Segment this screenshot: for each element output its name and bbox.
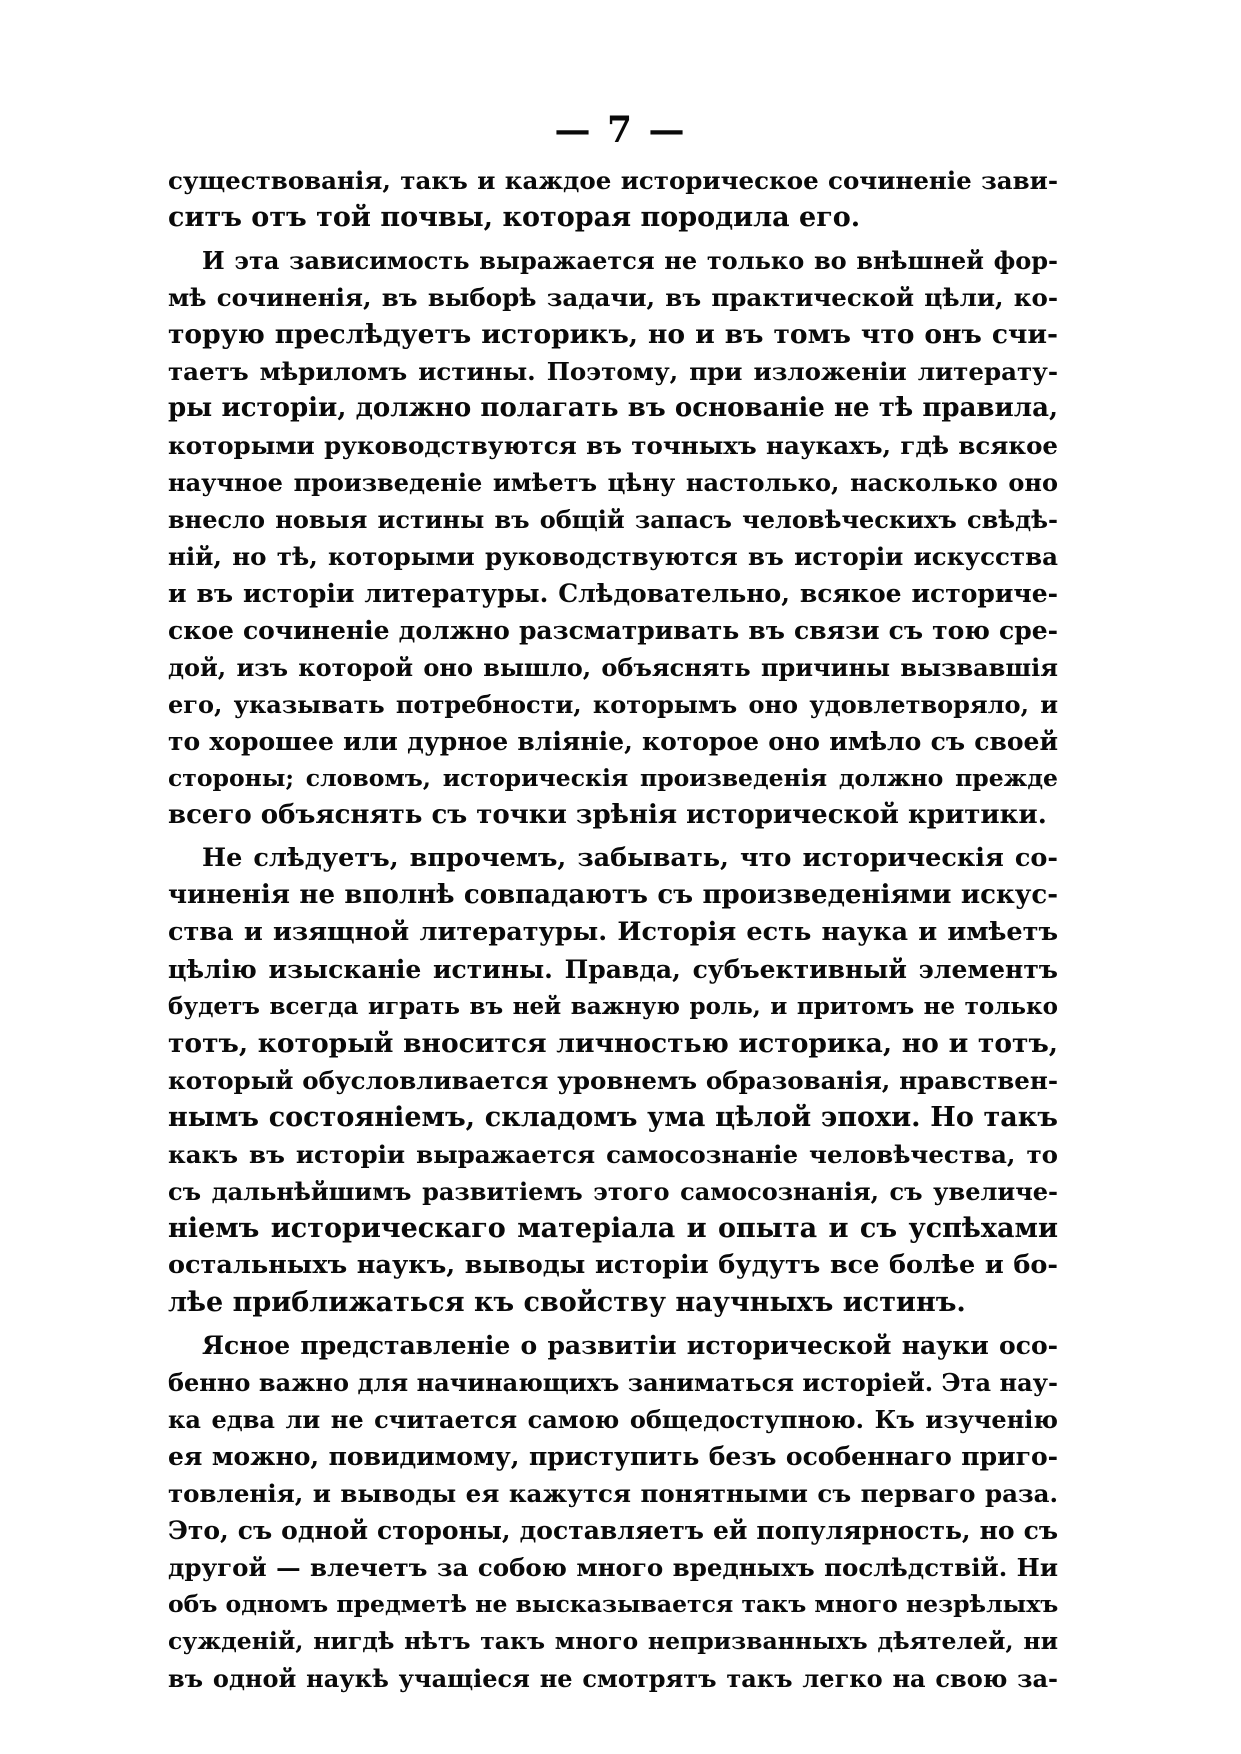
page-number: — 7 — <box>554 109 687 151</box>
text-line: объ одномъ предметѣ не высказывается такъ много незрѣлыхъ <box>168 1590 1058 1618</box>
text-line: нымъ состояніемъ, складомъ ума цѣлой эпохи. Но такъ <box>168 1102 1058 1133</box>
text-line: И эта зависимость выражается не только во внѣшней фор- <box>202 246 1058 275</box>
text-line: стороны; словомъ, историческія произведенія должно прежде <box>168 764 1058 792</box>
text-line: ры исторіи, должно полагать въ основаніе не тѣ правила, <box>168 393 1058 423</box>
text-line: ское сочиненіе должно разсматривать въ связи съ тою сре- <box>168 616 1058 645</box>
paragraph-1 <box>168 162 1058 236</box>
text-line: ея можно, повидимому, приступить безъ особеннаго приго- <box>168 1442 1058 1471</box>
paragraph-4 <box>168 1327 1058 1697</box>
text-line: таетъ мѣриломъ истины. Поэтому, при изложеніи литерату- <box>168 357 1058 386</box>
text-line: то хорошее или дурное вліяніе, которое оно имѣло съ своей <box>168 727 1058 756</box>
text-line: лѣе приближаться къ свойству научныхъ истинъ. <box>168 1287 966 1318</box>
text-line: цѣлію изысканіе истины. Правда, субъективный элементъ <box>168 955 1058 984</box>
text-line: которыми руководствуются въ точныхъ наукахъ, гдѣ всякое <box>168 431 1058 460</box>
text-line: мѣ сочиненія, въ выборѣ задачи, въ практической цѣли, ко- <box>168 283 1058 312</box>
text-line: существованія, такъ и каждое историческое сочиненіе зави- <box>168 166 1058 195</box>
text-line: чиненія не вполнѣ совпадаютъ съ произведеніями искус- <box>168 880 1058 910</box>
text-line: научное произведеніе имѣетъ цѣну настолько, насколько оно <box>168 468 1058 497</box>
text-line: товленія, и выводы ея кажутся понятными съ перваго раза. <box>168 1479 1058 1508</box>
text-line: Это, съ одной стороны, доставляетъ ей популярность, но съ <box>168 1516 1058 1545</box>
text-line: будетъ всегда играть въ ней важную роль, и притомъ не только <box>168 993 1058 1020</box>
text-line: который обусловливается уровнемъ образованія, нравствен- <box>168 1066 1058 1095</box>
text-line: дой, изъ которой оно вышло, объяснять причины вызвавшія <box>168 653 1058 682</box>
text-line: бенно важно для начинающихъ заниматься исторіей. Эта нау- <box>168 1368 1058 1397</box>
text-line: торую преслѣдуетъ историкъ, но и въ томъ что онъ счи- <box>168 319 1058 350</box>
text-line: ка едва ли не считается самою общедоступною. Къ изученію <box>168 1405 1058 1434</box>
text-line: другой — влечетъ за собою много вредныхъ послѣдствій. Ни <box>168 1553 1058 1582</box>
text-line: его, указывать потребности, которымъ оно удовлетворяло, и <box>168 690 1058 719</box>
text-line: ситъ отъ той почвы, которая породила его. <box>168 202 861 233</box>
text-line: Не слѣдуетъ, впрочемъ, забывать, что историческія со- <box>202 843 1058 873</box>
text-line: ніемъ историческаго матеріала и опыта и съ успѣхами <box>168 1213 1058 1244</box>
text-line: Ясное представленіе о развитіи исторической науки осо- <box>202 1331 1058 1360</box>
paragraph-2 <box>168 242 1058 834</box>
text-line: какъ въ исторіи выражается самосознаніе человѣчества, то <box>168 1140 1058 1169</box>
text-line: ній, но тѣ, которыми руководствуются въ исторіи искусства <box>168 542 1058 571</box>
text-line: внесло новыя истины въ общій запасъ человѣческихъ свѣдѣ- <box>168 505 1058 534</box>
body-text <box>168 162 1058 1697</box>
text-line: и въ исторіи литературы. Слѣдовательно, всякое историче- <box>168 579 1058 608</box>
text-line: сужденій, нигдѣ нѣтъ такъ много непризванныхъ дѣятелей, ни <box>168 1627 1058 1655</box>
text-line: всего объяснять съ точки зрѣнія исторической критики. <box>168 800 1047 830</box>
text-line: остальныхъ наукъ, выводы исторіи будутъ все болѣе и бо- <box>168 1250 1058 1280</box>
text-line: съ дальнѣйшимъ развитіемъ этого самосознанія, съ увеличе- <box>168 1177 1058 1206</box>
paragraph-3 <box>168 840 1058 1321</box>
text-line: тотъ, который вносится личностью историка, но и тотъ, <box>168 1028 1058 1059</box>
text-line: ства и изящной литературы. Исторія есть наука и имѣетъ <box>168 917 1058 947</box>
text-line: въ одной наукѣ учащіеся не смотрятъ такъ легко на свою за- <box>168 1664 1058 1693</box>
